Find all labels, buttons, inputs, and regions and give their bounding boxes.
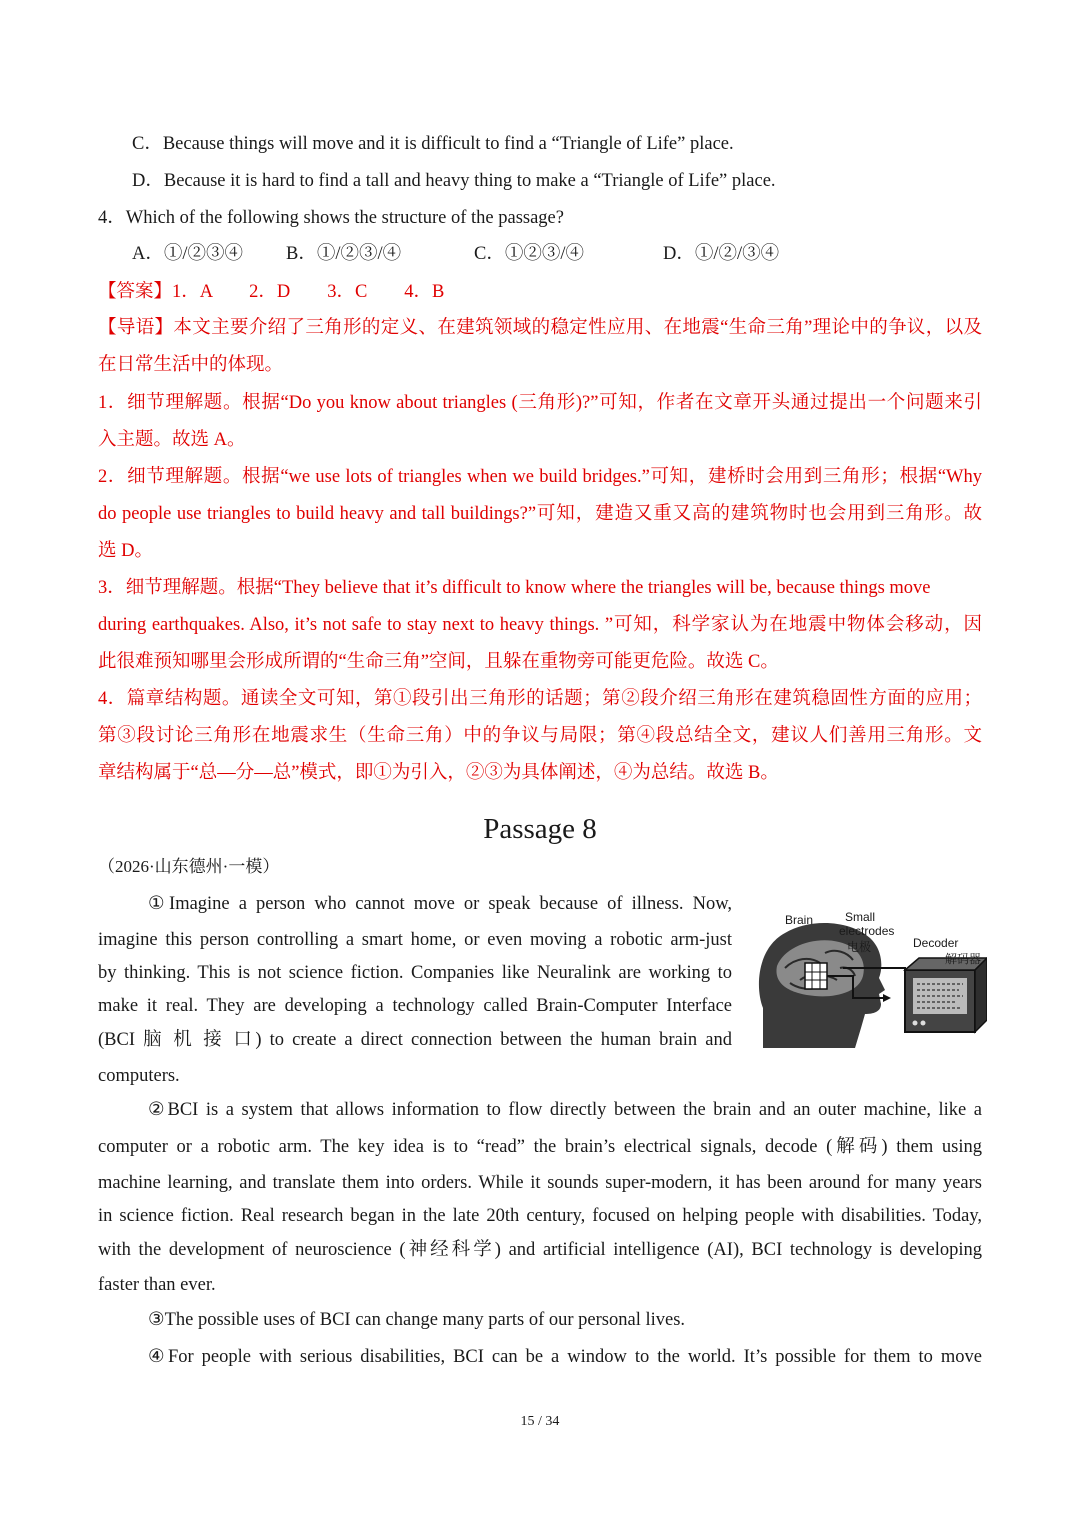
p2-line-1: ②BCI is a system that allows information to flow directly between the brain and an outer machine, like a [148,1100,982,1120]
explanation-3-line-1: 3．细节理解题。根据“They believe that it’s difficult to know where the triangles will be, because things move [98,578,931,598]
explanation-2-line-3: 选 D。 [98,541,153,561]
explanation-2-line-1: 2．细节理解题。根据“we use lots of triangles when we build bridges.”可知，建桥时会用到三角形；根据“Why [98,467,982,487]
guide-line-2: 在日常生活中的体现。 [98,355,284,375]
bci-illustration [755,908,987,1050]
guide-line-1: 【导语】本文主要介绍了三角形的定义、在建筑领域的稳定性应用、在地震“生命三角”理论中的争议，以及 [98,318,982,338]
p3-line-1: ③The possible uses of BCI can change many parts of our personal lives. [148,1310,686,1330]
p1-line-2: imagine this person controlling a smart home, or even moving a robotic arm-just [98,930,732,950]
p1-line-5: (BCI 脑 机 接 口) to create a direct connection between the human brain and [98,1030,732,1050]
passage-title: Passage 8 [483,813,597,845]
figure-label-electrodes: electrodes [839,924,895,938]
figure-label-electrodes-cn: 电极 [847,940,872,954]
page-number: 15 / 34 [520,1414,560,1429]
q4-option-c: C．①②③/④ [474,244,584,264]
q3-option-d: D．Because it is hard to find a tall and heavy thing to make a “Triangle of Life” place. [132,171,776,191]
p1-line-6: computers. [98,1066,180,1086]
p1-line-3: by thinking. This is not science fiction. Companies like Neuralink are working to [98,963,732,983]
p2-line-2: computer or a robotic arm. The key idea is to “read” the brain’s electrical signals, decode (解码) them using [98,1137,982,1157]
p1-line-4: make it real. They are developing a technology called Brain-Computer Interface [98,996,732,1016]
p2-line-5: with the development of neuroscience (神经科学) and artificial intelligence (AI), BCI technology is developing [98,1240,982,1260]
explanation-4-line-2: 第③段讨论三角形在地震求生（生命三角）中的争议与局限；第④段总结全文，建议人们善用三角形。文 [98,726,982,746]
explanation-4-line-3: 章结构属于“总—分—总”模式，即①为引入，②③为具体阐述，④为总结。故选 B。 [98,763,779,783]
explanation-3-line-3: 此很难预知哪里会形成所谓的“生命三角”空间，且躲在重物旁可能更危险。故选 C。 [98,652,779,672]
explanation-3-line-2: during earthquakes. Also, it’s not safe to stay next to heavy things. ”可知，科学家认为在地震中物体会移动，因 [98,615,982,635]
q3-option-c: C．Because things will move and it is difficult to find a “Triangle of Life” place. [132,134,734,154]
passage-source: （2026·山东德州·一模） [98,857,280,876]
figure-label-small: Small [845,910,876,924]
p4-line-1: ④For people with serious disabilities, BCI can be a window to the world. It’s possible for them to move [148,1347,982,1367]
explanation-1-line-2: 入主题。故选 A。 [98,430,246,450]
q4-stem: 4．Which of the following shows the structure of the passage? [98,208,564,228]
explanation-2-line-2: do people use triangles to build heavy and tall buildings?”可知，建造又重又高的建筑物时也会用到三角形。故 [98,504,982,524]
q4-option-d: D．①/②/③④ [663,244,780,264]
answer-line: 【答案】1．A 2．D 3．C 4．B [98,282,445,302]
explanation-4-line-1: 4．篇章结构题。通读全文可知，第①段引出三角形的话题；第②段介绍三角形在建筑稳固性方面的应用； [98,689,982,709]
figure-label-brain: Brain [785,913,814,927]
p2-line-6: faster than ever. [98,1275,216,1295]
p2-line-4: in science fiction. Real research began in the late 20th century, focused on helping people with disabilities. Today, [98,1206,982,1226]
q4-option-b: B．①/②③/④ [286,244,402,264]
figure-label-decoder: Decoder [913,936,959,950]
explanation-1-line-1: 1．细节理解题。根据“Do you know about triangles (三角形)?”可知，作者在文章开头通过提出一个问题来引 [98,393,982,413]
q4-option-a: A．①/②③④ [132,244,244,264]
figure-label-decoder-cn: 解码器 [945,952,982,966]
p2-line-3: machine learning, and translate them into orders. While it sounds super-modern, it has been around for many years [98,1173,982,1193]
p1-line-1: ①Imagine a person who cannot move or speak because of illness. Now, [148,894,732,914]
